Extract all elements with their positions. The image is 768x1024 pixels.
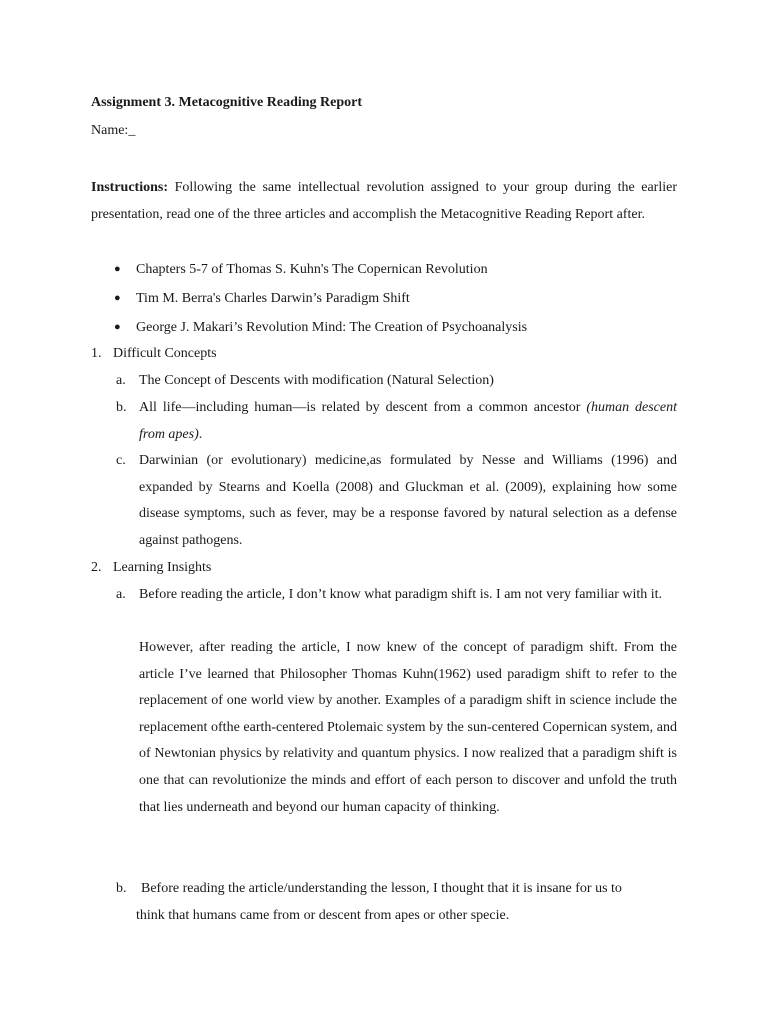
- concept-item-b: b. All life—including human—is related by descent from a common ancestor (human descent from apes).: [116, 400, 677, 442]
- insight-item-b: b. Before reading the article/understanding the lesson, I thought that it is insane for us to think that humans came from or descent from apes or other specie.: [116, 881, 622, 923]
- concept-item-a: a. The Concept of Descents with modification (Natural Selection): [116, 373, 494, 388]
- instructions-text: Following the same intellectual revolution assigned to your group during the earlier presentation, read one of the three articles and accomplish the Metacognitive Reading Report after.: [91, 180, 677, 222]
- name-field-label: Name:_: [91, 123, 136, 138]
- bullet-icon: ●: [114, 263, 121, 275]
- reading-list-item: ● George J. Makari’s Revolution Mind: The Creation of Psychoanalysis: [114, 314, 674, 342]
- section-heading-learning-insights: 2. Learning Insights: [91, 560, 212, 575]
- section-heading-difficult-concepts: 1. Difficult Concepts: [91, 346, 217, 361]
- reading-list-item: ● Chapters 5-7 of Thomas S. Kuhn's The Copernican Revolution: [114, 256, 674, 284]
- assignment-title: Assignment 3. Metacognitive Reading Report: [91, 95, 363, 110]
- concept-item-c: c. Darwinian (or evolutionary) medicine,as formulated by Nesse and Williams (1996) and expanded by Stearns and Koella (2008) and Gluckman et al. (2009), explaining how some disease symptoms, such as fever, may be a response favored by natural selection as a defense against pathogens.: [116, 453, 677, 548]
- instructions-paragraph: [91, 175, 677, 228]
- bullet-icon: ●: [114, 292, 121, 304]
- insight-paragraph: However, after reading the article, I now knew of the concept of paradigm shift. From the article I’ve learned that Philosopher Thomas Kuhn(1962) used paradigm shift to refer to the replacement of one world view by another. Examples of a paradigm shift in science include the replacement ofthe earth-centered Ptolemaic system by the sun-centered Copernican system, and of Newtonian physics by relativity and quantum physics. I now realized that a paradigm shift is one that can revolutionize the minds and effort of each person to discover and unfold the truth that lies underneath and beyond our human capacity of thinking.: [139, 640, 677, 815]
- bullet-icon: ●: [114, 321, 121, 333]
- instructions-label: Instructions:: [91, 180, 169, 195]
- insight-item-a: a. Before reading the article, I don’t know what paradigm shift is. I am not very familiar with it.: [116, 587, 663, 602]
- reading-list-item: ● Tim M. Berra's Charles Darwin’s Paradigm Shift: [114, 285, 674, 313]
